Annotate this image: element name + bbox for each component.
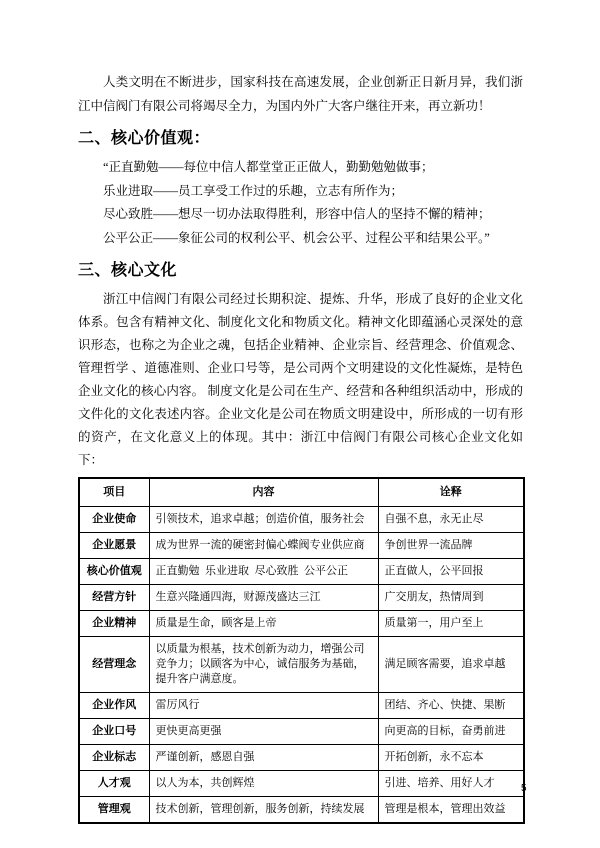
item-cell: 企业口号 [79,719,149,745]
item-cell: 管理观 [79,797,149,824]
table-row [79,507,524,533]
core-values-quote-block [78,156,523,250]
intro-paragraph: 人类文明在不断进步，国家科技在高速发展，企业创新正日新月异，我们浙江中信阀门有限公司将竭尽全力，为国内外广大客户继往开来，再立新功！ [78,75,523,113]
table-header-note: 诠释 [378,478,524,507]
note-cell: 正直做人，公平回报 [378,559,524,585]
table-header-row [79,478,524,507]
table-row [79,797,524,824]
content-cell: 更快更高更强 [149,719,378,745]
content-cell: 生意兴隆通四海，财源茂盛达三江 [149,585,378,611]
content-cell: 正直勤勉 乐业进取 尽心致胜 公平公正 [149,559,378,585]
item-cell: 企业精神 [79,611,149,637]
note-cell: 向更高的目标，奋勇前进 [378,719,524,745]
note-cell: 满足顾客需要，追求卓越 [378,637,524,693]
item-cell: 企业使命 [79,507,149,533]
item-cell: 企业作风 [79,693,149,719]
section-heading-core-values: 二、核心价值观： [78,130,211,147]
quote-line: 乐业进取——员工享受工作过的乐趣，立志有所作为； [103,183,404,198]
content-cell: 技术创新，管理创新，服务创新，持续发展 [149,797,378,824]
note-cell: 广交朋友，热情周到 [378,585,524,611]
quote-line: 公平公正——象征公司的权利公平、机会公平、过程公平和结果公平。” [103,230,490,245]
table-header-item: 项目 [79,478,149,507]
note-cell: 管理是根本，管理出效益 [378,797,524,824]
section-heading-core-culture: 三、核心文化 [78,262,178,279]
content-cell: 成为世界一流的硬密封偏心蝶阀专业供应商 [149,533,378,559]
table-row [79,611,524,637]
quote-line: 尽心致胜——想尽一切办法取得胜利，形容中信人的坚持不懈的精神； [103,207,491,221]
table-row [79,693,524,719]
content-cell: 以质量为根基，技术创新为动力，增强公司竞争力；以顾客为中心，诚信服务为基础，提升客户满意度。 [149,637,378,693]
table-row [79,637,524,693]
note-cell: 团结、齐心、快捷、果断 [378,693,524,719]
quote-line: “正直勤勉——每位中信人都堂堂正正做人，勤勤勉勉做事； [103,160,434,174]
item-cell: 企业标志 [79,745,149,771]
table-row [79,533,524,559]
table-row [79,771,524,797]
note-cell: 开拓创新，永不忘本 [378,745,524,771]
content-cell: 以人为本，共创辉煌 [149,771,378,797]
note-cell: 自强不息，永无止尽 [378,507,524,533]
table-row [79,585,524,611]
item-cell: 经营理念 [79,637,149,693]
table-row [79,745,524,771]
table-row [79,559,524,585]
page-number: 5 [521,783,527,794]
culture-table [78,477,525,824]
item-cell: 企业愿景 [79,533,149,559]
note-cell: 争创世界一流品牌 [378,533,524,559]
content-cell: 严谨创新，感恩自强 [149,745,378,771]
content-cell: 质量是生命，顾客是上帝 [149,611,378,637]
core-culture-paragraph: 浙江中信阀门有限公司经过长期积淀、提炼、升华，形成了良好的企业文化体系。包含有精神文化、制度化文化和物质文化。精神文化即蕴涵心灵深处的意识形态，也称之为企业之魂，包括企业精神、企业宗旨、经营理念、价值观念、管理哲学 、道德准则、企业口号等，是公司两个文明建设的文化性凝炼，是特色企业文化的核心内容。 制度文化是公司在生产、经营和各种组织活动中，形成的文件化的文化表述内容。企业文化是公司在物质文明建设中，所形成的一切有形的资产，在文化意义上的体现。其中：浙江中信阀门有限公司核心企业文化如下： [78,292,523,467]
content-cell: 引领技术，追求卓越；创造价值，服务社会 [149,507,378,533]
note-cell: 引进、培养、用好人才 [378,771,524,797]
item-cell: 经营方针 [79,585,149,611]
content-cell: 雷厉风行 [149,693,378,719]
item-cell: 人才观 [79,771,149,797]
table-header-content: 内容 [149,478,378,507]
note-cell: 质量第一，用户至上 [378,611,524,637]
table-row [79,719,524,745]
item-cell: 核心价值观 [79,559,149,585]
